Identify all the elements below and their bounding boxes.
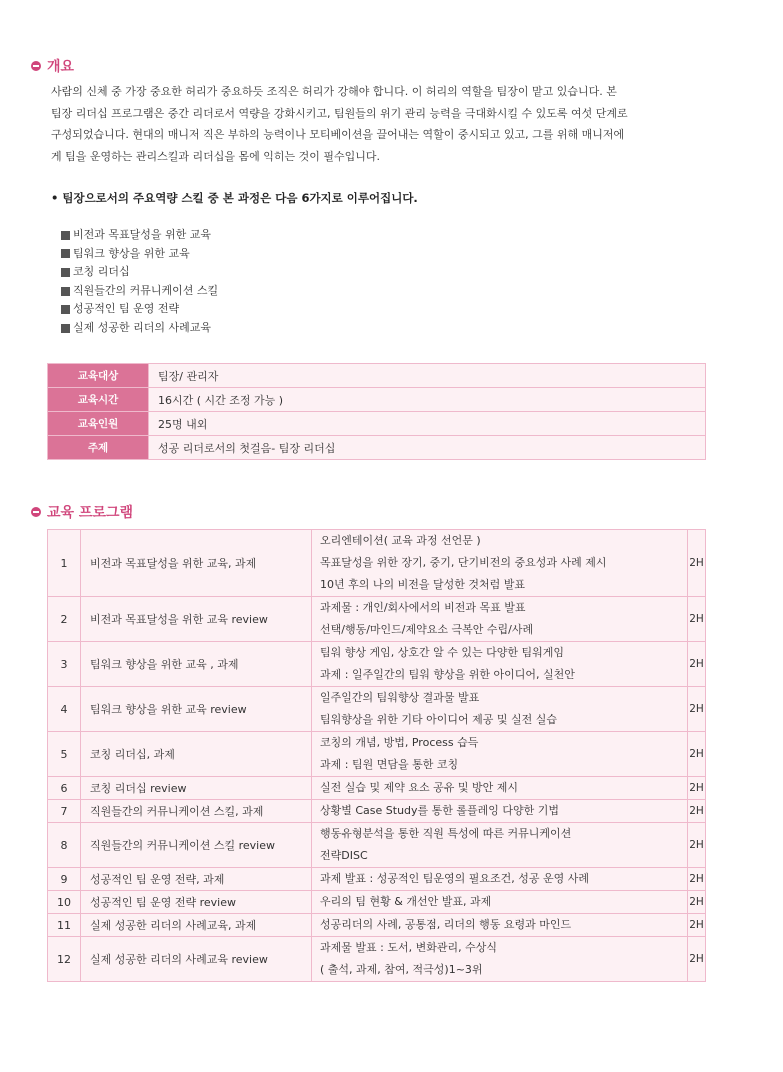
table-row	[48, 800, 706, 823]
info-value: 성공 리더로서의 첫걸음- 팀장 리더십	[149, 436, 706, 460]
skill-label: 성공적인 팀 운영 전략	[73, 302, 180, 316]
list-item	[61, 319, 218, 338]
content-line: 실전 실습 및 제약 요소 공유 및 방안 제시	[320, 781, 518, 794]
intro-line: 사람의 신체 중 가장 중요한 허리가 중요하듯 조직은 허리가 강해야 합니다. 이 허리의 역할을 팀장이 맡고 있습니다. 본	[51, 85, 617, 98]
session-number: 11	[48, 914, 81, 937]
square-bullet-icon	[61, 305, 70, 314]
list-item	[61, 245, 218, 264]
session-subject: 실제 성공한 리더의 사례교육 review	[81, 937, 312, 982]
session-number: 1	[48, 530, 81, 597]
info-value: 팀장/ 관리자	[149, 364, 706, 388]
table-row	[48, 364, 706, 388]
session-subject: 비전과 목표달성을 위한 교육, 과제	[81, 530, 312, 597]
session-hours: 2H	[688, 642, 706, 687]
session-hours: 2H	[688, 800, 706, 823]
session-content	[312, 597, 688, 642]
table-row	[48, 732, 706, 777]
list-item	[61, 282, 218, 301]
table-row	[48, 777, 706, 800]
session-content	[312, 800, 688, 823]
intro-line: 게 팀을 운영하는 관리스킬과 리더십을 몸에 익히는 것이 필수입니다.	[51, 149, 380, 163]
square-bullet-icon	[61, 249, 70, 258]
table-row	[48, 687, 706, 732]
info-label: 주제	[48, 436, 149, 460]
square-bullet-icon	[61, 287, 70, 296]
content-line: 팀워향상을 위한 기타 아이디어 제공 및 실전 실습	[320, 713, 557, 726]
session-number: 8	[48, 823, 81, 868]
program-table	[47, 529, 706, 982]
overview-intro	[51, 81, 711, 167]
session-subject: 팀워크 향상을 위한 교육 , 과제	[81, 642, 312, 687]
content-line: 과제 : 팀원 면담을 통한 코칭	[320, 758, 459, 771]
session-number: 6	[48, 777, 81, 800]
session-content	[312, 914, 688, 937]
session-hours: 2H	[688, 914, 706, 937]
table-row	[48, 914, 706, 937]
info-value: 25명 내외	[149, 412, 706, 436]
table-row	[48, 412, 706, 436]
content-line: 과제물 발표 : 도서, 변화관리, 수상식	[320, 941, 497, 954]
table-row	[48, 642, 706, 687]
square-bullet-icon	[61, 324, 70, 333]
session-content	[312, 891, 688, 914]
minus-circle-icon	[31, 507, 41, 517]
skill-list	[61, 226, 218, 338]
skills-lead: • 팀장으로서의 주요역량 스킬 중 본 과정은 다음 6가지로 이루어집니다.	[51, 191, 418, 205]
program-heading	[31, 501, 133, 523]
session-hours: 2H	[688, 530, 706, 597]
session-content	[312, 777, 688, 800]
list-item	[61, 263, 218, 282]
info-value: 16시간 ( 시간 조정 가능 )	[149, 388, 706, 412]
list-item	[61, 226, 218, 245]
session-content	[312, 937, 688, 982]
session-hours: 2H	[688, 732, 706, 777]
content-line: 일주일간의 팀워향상 결과물 발표	[320, 691, 480, 704]
session-subject: 코칭 리더십 review	[81, 777, 312, 800]
list-item	[61, 300, 218, 319]
session-number: 4	[48, 687, 81, 732]
skill-label: 직원들간의 커뮤니케이션 스킬	[73, 283, 219, 297]
program-title: 교육 프로그램	[47, 505, 134, 521]
content-line: 10년 후의 나의 비전을 달성한 것처럼 발표	[320, 578, 525, 591]
table-row	[48, 388, 706, 412]
skill-label: 팀워크 향상을 위한 교육	[73, 246, 190, 260]
session-content	[312, 732, 688, 777]
content-line: 우리의 팀 현황 & 개선안 발표, 과제	[320, 895, 492, 908]
skill-label: 코칭 리더십	[73, 265, 130, 279]
table-row	[48, 530, 706, 597]
session-hours: 2H	[688, 687, 706, 732]
session-number: 5	[48, 732, 81, 777]
content-line: 과제 : 일주일간의 팀워 향상을 위한 아이디어, 실천안	[320, 668, 575, 681]
session-number: 10	[48, 891, 81, 914]
minus-circle-icon	[31, 61, 41, 71]
session-content	[312, 530, 688, 597]
intro-line: 팀장 리더십 프로그램은 중간 리더로서 역량을 강화시키고, 팀원들의 위기 관리 능력을 극대화시킬 수 있도록 여섯 단계로	[51, 106, 628, 120]
session-content	[312, 642, 688, 687]
table-row	[48, 597, 706, 642]
content-line: ( 출석, 과제, 참여, 적극성)1~3위	[320, 963, 483, 976]
info-label: 교육시간	[48, 388, 149, 412]
content-line: 과제물 : 개인/회사에서의 비전과 목표 발표	[320, 601, 526, 614]
content-line: 목표달성을 위한 장기, 중기, 단기비전의 중요성과 사례 제시	[320, 556, 607, 569]
table-row	[48, 891, 706, 914]
overview-title: 개요	[47, 59, 75, 75]
table-row	[48, 823, 706, 868]
session-hours: 2H	[688, 823, 706, 868]
info-label: 교육인원	[48, 412, 149, 436]
session-content	[312, 868, 688, 891]
intro-line: 구성되었습니다. 현대의 매니저 직은 부하의 능력이나 모티베이션을 끌어내는 역할이 중시되고 있고, 그를 위해 매니저에	[51, 128, 625, 141]
content-line: 상황별 Case Study를 통한 롤플레잉 다양한 기법	[320, 804, 560, 817]
square-bullet-icon	[61, 231, 70, 240]
content-line: 성공리더의 사례, 공통점, 리더의 행동 요령과 마인드	[320, 918, 572, 931]
content-line: 선택/행동/마인드/제약요소 극복안 수립/사례	[320, 623, 534, 636]
content-line: 전략DISC	[320, 849, 368, 862]
skill-label: 비전과 목표달성을 위한 교육	[73, 228, 212, 241]
info-label: 교육대상	[48, 364, 149, 388]
session-subject: 성공적인 팀 운영 전략, 과제	[81, 868, 312, 891]
skill-label: 실제 성공한 리더의 사례교육	[73, 320, 212, 334]
session-subject: 직원들간의 커뮤니케이션 스킬 review	[81, 823, 312, 868]
session-subject: 실제 성공한 리더의 사례교육, 과제	[81, 914, 312, 937]
session-content	[312, 687, 688, 732]
session-number: 3	[48, 642, 81, 687]
content-line: 행동유형분석을 통한 직원 특성에 따른 커뮤니케이션	[320, 827, 572, 840]
content-line: 팀워 향상 게임, 상호간 알 수 있는 다양한 팀워게임	[320, 646, 564, 659]
session-hours: 2H	[688, 777, 706, 800]
overview-heading	[31, 55, 74, 77]
square-bullet-icon	[61, 268, 70, 277]
session-hours: 2H	[688, 891, 706, 914]
content-line: 코칭의 개념, 방법, Process 습득	[320, 736, 479, 749]
session-subject: 성공적인 팀 운영 전략 review	[81, 891, 312, 914]
session-content	[312, 823, 688, 868]
session-subject: 직원들간의 커뮤니케이션 스킬, 과제	[81, 800, 312, 823]
session-hours: 2H	[688, 597, 706, 642]
session-subject: 팀워크 향상을 위한 교육 review	[81, 687, 312, 732]
session-number: 7	[48, 800, 81, 823]
session-number: 12	[48, 937, 81, 982]
session-subject: 비전과 목표달성을 위한 교육 review	[81, 597, 312, 642]
session-hours: 2H	[688, 868, 706, 891]
table-row	[48, 937, 706, 982]
session-subject: 코칭 리더십, 과제	[81, 732, 312, 777]
table-row	[48, 436, 706, 460]
content-line: 과제 발표 : 성공적인 팀운영의 필요조건, 성공 운영 사례	[320, 872, 589, 885]
session-hours: 2H	[688, 937, 706, 982]
table-row	[48, 868, 706, 891]
session-number: 9	[48, 868, 81, 891]
content-line: 오리엔테이션( 교육 과정 선언문 )	[320, 534, 481, 547]
course-info-table	[47, 363, 706, 460]
session-number: 2	[48, 597, 81, 642]
